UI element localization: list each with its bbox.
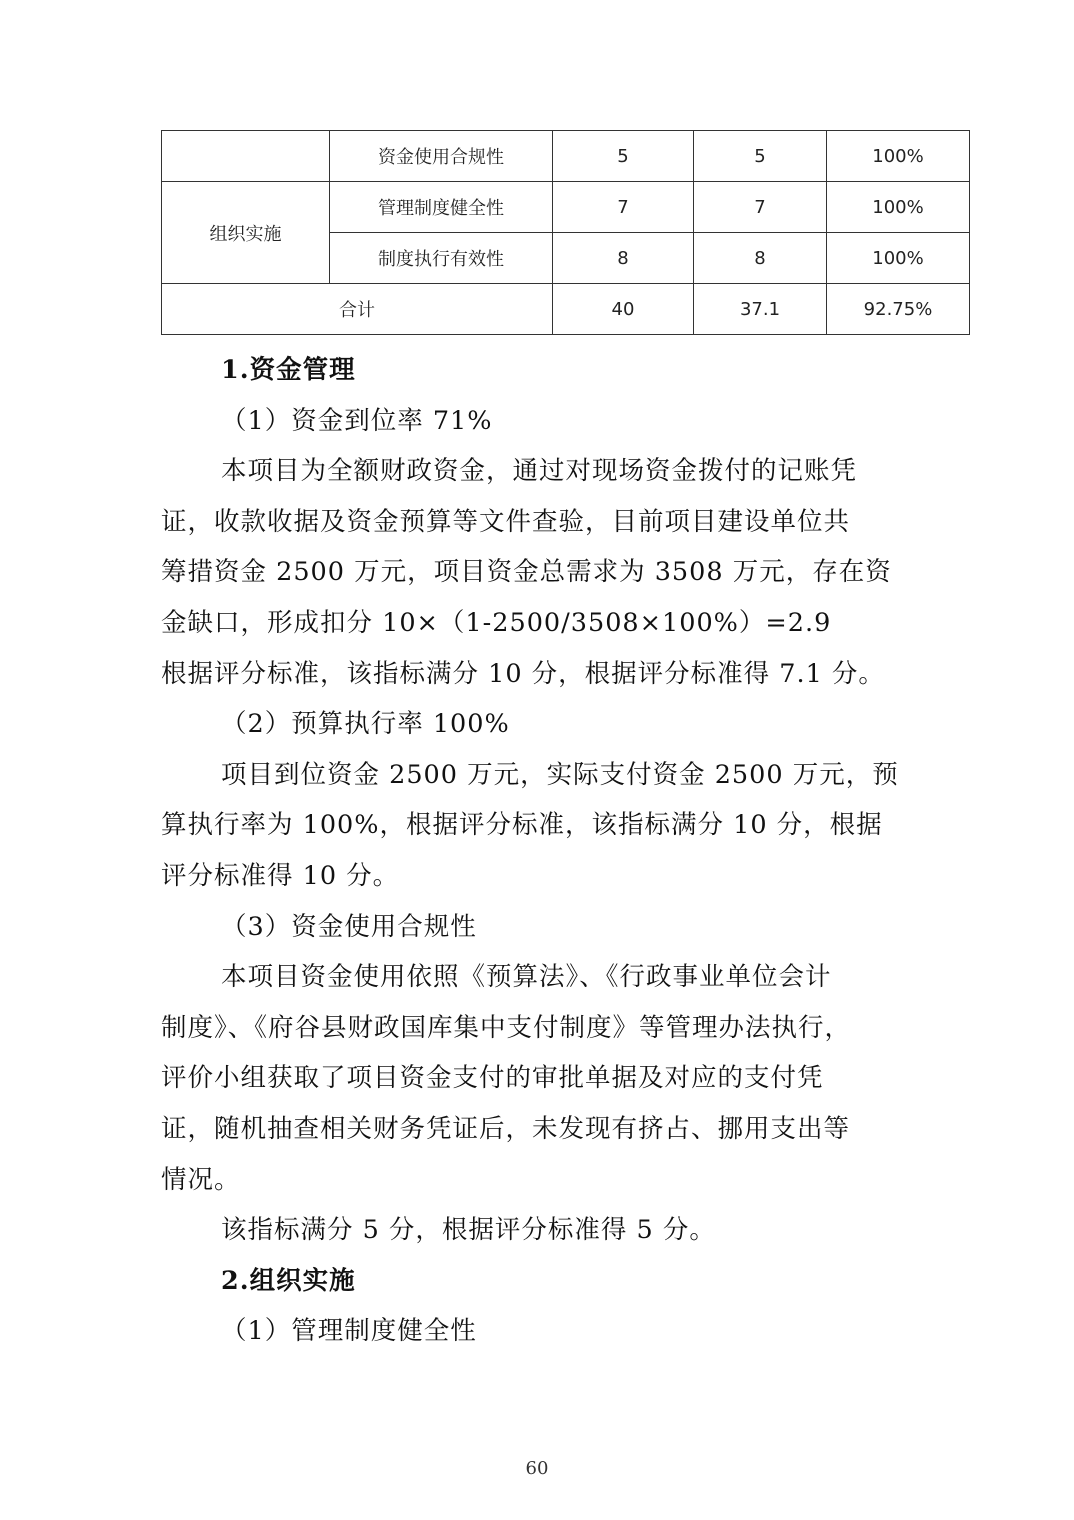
table-cell-score: 5	[694, 131, 827, 182]
table-cell-full-score: 8	[553, 233, 694, 284]
body-text	[161, 345, 921, 1357]
subsection-heading: （2）预算执行率 100%	[221, 709, 510, 740]
score-table	[161, 130, 970, 335]
page-number: 60	[525, 1458, 549, 1479]
paragraph-line: 金缺口，形成扣分 10×（1-2500/3508×100%）=2.9	[161, 607, 832, 638]
paragraph-line: 证，收款收据及资金预算等文件查验，目前项目建设单位共	[161, 506, 851, 537]
table-cell-total-score: 37.1	[694, 284, 827, 335]
paragraph-line: 评分标准得 10 分。	[161, 860, 400, 891]
paragraph-line: 本项目资金使用依照《预算法》、《行政事业单位会计	[221, 962, 832, 993]
table-cell-total-label: 合计	[162, 284, 553, 335]
table-cell-score: 7	[694, 182, 827, 233]
paragraph-line: 算执行率为 100%，根据评分标准，该指标满分 10 分，根据	[161, 810, 883, 841]
subsection-heading: （3）资金使用合规性	[221, 911, 477, 942]
paragraph-line: 证，随机抽查相关财务凭证后，未发现有挤占、挪用支出等	[161, 1113, 851, 1144]
table-cell-total-rate: 92.75%	[827, 284, 970, 335]
paragraph-line: 情况。	[161, 1164, 241, 1195]
table-cell-rate: 100%	[827, 233, 970, 284]
section-heading: 2.组织实施	[221, 1265, 356, 1296]
table-cell-item: 资金使用合规性	[330, 131, 553, 182]
paragraph-line: 评价小组获取了项目资金支付的审批单据及对应的支付凭	[161, 1063, 824, 1094]
table-cell-score: 8	[694, 233, 827, 284]
table-cell-total-full: 40	[553, 284, 694, 335]
table-total-row	[162, 284, 970, 335]
table-cell-item: 管理制度健全性	[330, 182, 553, 233]
table-cell-rate: 100%	[827, 182, 970, 233]
table-cell-rate: 100%	[827, 131, 970, 182]
paragraph-line: 筹措资金 2500 万元，项目资金总需求为 3508 万元，存在资	[161, 557, 892, 588]
subsection-heading: （1）资金到位率 71%	[221, 405, 493, 436]
paragraph-line: 制度》、《府谷县财政国库集中支付制度》等管理办法执行，	[161, 1012, 852, 1043]
paragraph-line: 本项目为全额财政资金，通过对现场资金拨付的记账凭	[221, 456, 858, 487]
table-cell-item: 制度执行有效性	[330, 233, 553, 284]
section-heading: 1.资金管理	[221, 355, 356, 385]
table-row	[162, 182, 970, 233]
paragraph-line: 根据评分标准，该指标满分 10 分，根据评分标准得 7.1 分。	[161, 658, 885, 689]
paragraph-line: 该指标满分 5 分，根据评分标准得 5 分。	[221, 1215, 716, 1246]
table-cell-full-score: 5	[553, 131, 694, 182]
subsection-heading: （1）管理制度健全性	[221, 1316, 477, 1347]
table-cell-category: 组织实施	[162, 182, 330, 284]
paragraph-line: 项目到位资金 2500 万元，实际支付资金 2500 万元，预	[221, 759, 899, 790]
table-row	[162, 131, 970, 182]
table-cell-category	[162, 131, 330, 182]
table-cell-full-score: 7	[553, 182, 694, 233]
